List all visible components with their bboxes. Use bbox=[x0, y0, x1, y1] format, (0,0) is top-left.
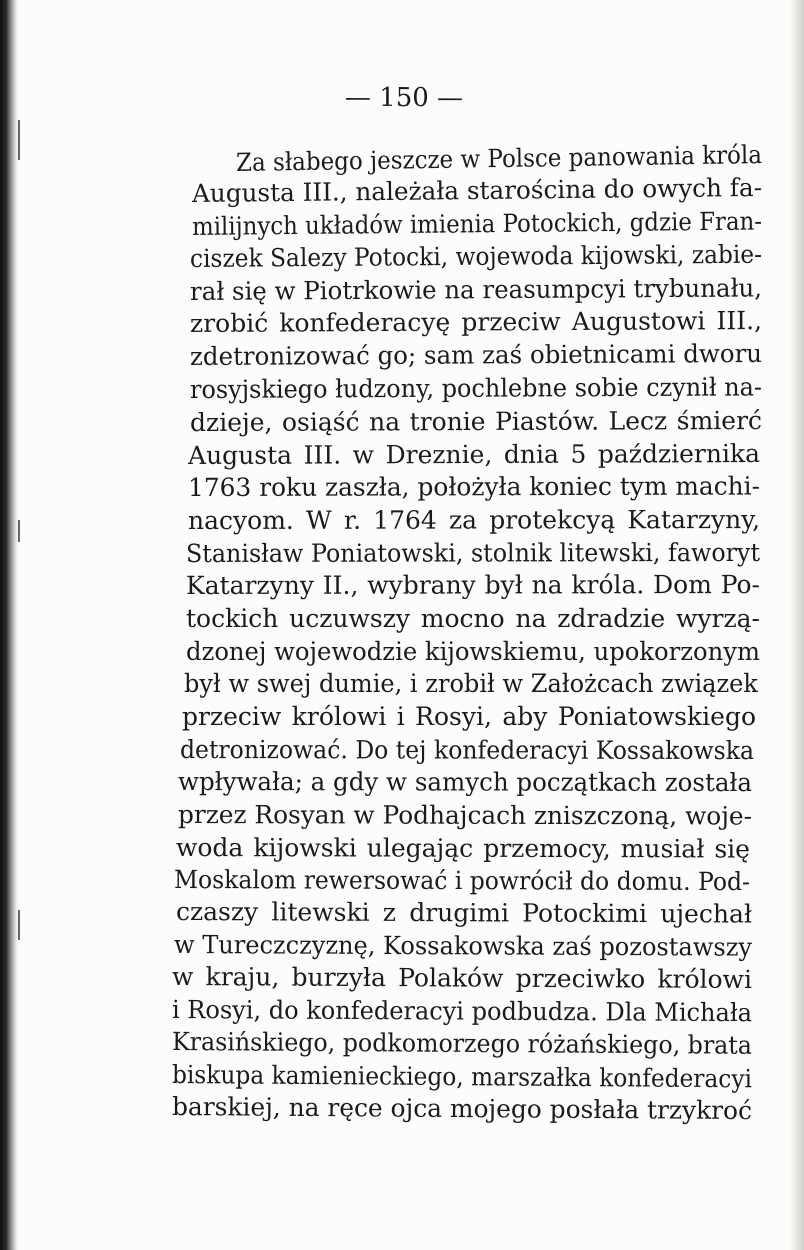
text-line: Katarzyny II., wybrany był na króla. Dom Po- bbox=[185, 569, 761, 600]
text-line: dzieje, osiąść na tronie Piastów. Lecz śmierć bbox=[189, 406, 763, 437]
text-line: przeciw królowi i Rosyi, aby Poniatowskiego bbox=[182, 702, 756, 731]
text-line: dzonej wojewodzie kijowskiemu, upokorzonym bbox=[186, 637, 760, 666]
text-line: Moskalom rewersować i powrócił do domu. Pod- bbox=[173, 865, 751, 897]
text-line: w kraju, burzyła Polaków przeciwko królowi bbox=[171, 962, 753, 995]
text-line: tockich uczuwszy mocno na zdradzie wyrzą- bbox=[186, 604, 760, 633]
text-line: Krasińskiego, podkomorzego różańskiego, brata bbox=[171, 1027, 753, 1060]
text-line: zrobić konfederacyę przeciw Augustowi III., bbox=[189, 306, 763, 338]
page-number: — 150 — bbox=[344, 82, 464, 114]
text-line: nacyom. W r. 1764 za protekcyą Katarzyny, bbox=[187, 505, 761, 535]
text-line: Augusta III. w Dreznie, dnia 5 października bbox=[187, 439, 761, 470]
text-line: barskiej, na ręce ojca mojego posłała trzykroć bbox=[171, 1092, 753, 1126]
text-line: zdetronizować go; sam zaś obietnicami dworu bbox=[189, 338, 763, 371]
text-line: rał się w Piotrkowie na reasumpcyi trybunału, bbox=[189, 273, 763, 306]
text-line: rosyjskiego łudzony, pochlebne sobie czynił na- bbox=[189, 372, 763, 404]
text-line: wpływała; a gdy w samych początkach została bbox=[177, 767, 753, 798]
text-line: i Rosyi, do konfederacyi podbudza. Dla Michała bbox=[171, 995, 753, 1028]
text-line: milijnych układów imienia Potockich, gdzie Fran- bbox=[191, 206, 763, 241]
text-line: 1763 roku zaszła, położyła koniec tym machi- bbox=[187, 471, 761, 502]
text-line: woda kijowski ulegając przemocy, musiał się bbox=[175, 833, 751, 864]
text-line: detronizować. Do tej konfederacyi Kossakowska bbox=[179, 735, 755, 766]
text-line: przez Rosyan w Podhajcach zniszczoną, woje- bbox=[177, 800, 753, 831]
text-line: w Tureczczyznę, Kossakowska zaś pozostawszy bbox=[173, 930, 753, 962]
text-line: Augusta III., należała starościna do owych fa- bbox=[191, 172, 763, 208]
text-line: był w swej dumie, i zrobił w Założcach związek bbox=[184, 669, 758, 698]
text-line: czaszy litewski z drugimi Potockimi ujechał bbox=[175, 897, 753, 929]
text-line: biskupa kamienieckiego, marszałka konfederacyi bbox=[171, 1060, 753, 1094]
text-line: ciszek Salezy Potocki, wojewoda kijowski, zabie- bbox=[189, 239, 763, 273]
text-line: Za słabego jeszcze w Polsce panowania króla bbox=[235, 140, 763, 177]
text-line: Stanisław Poniatowski, stolnik litewski, faworyt bbox=[185, 537, 761, 568]
